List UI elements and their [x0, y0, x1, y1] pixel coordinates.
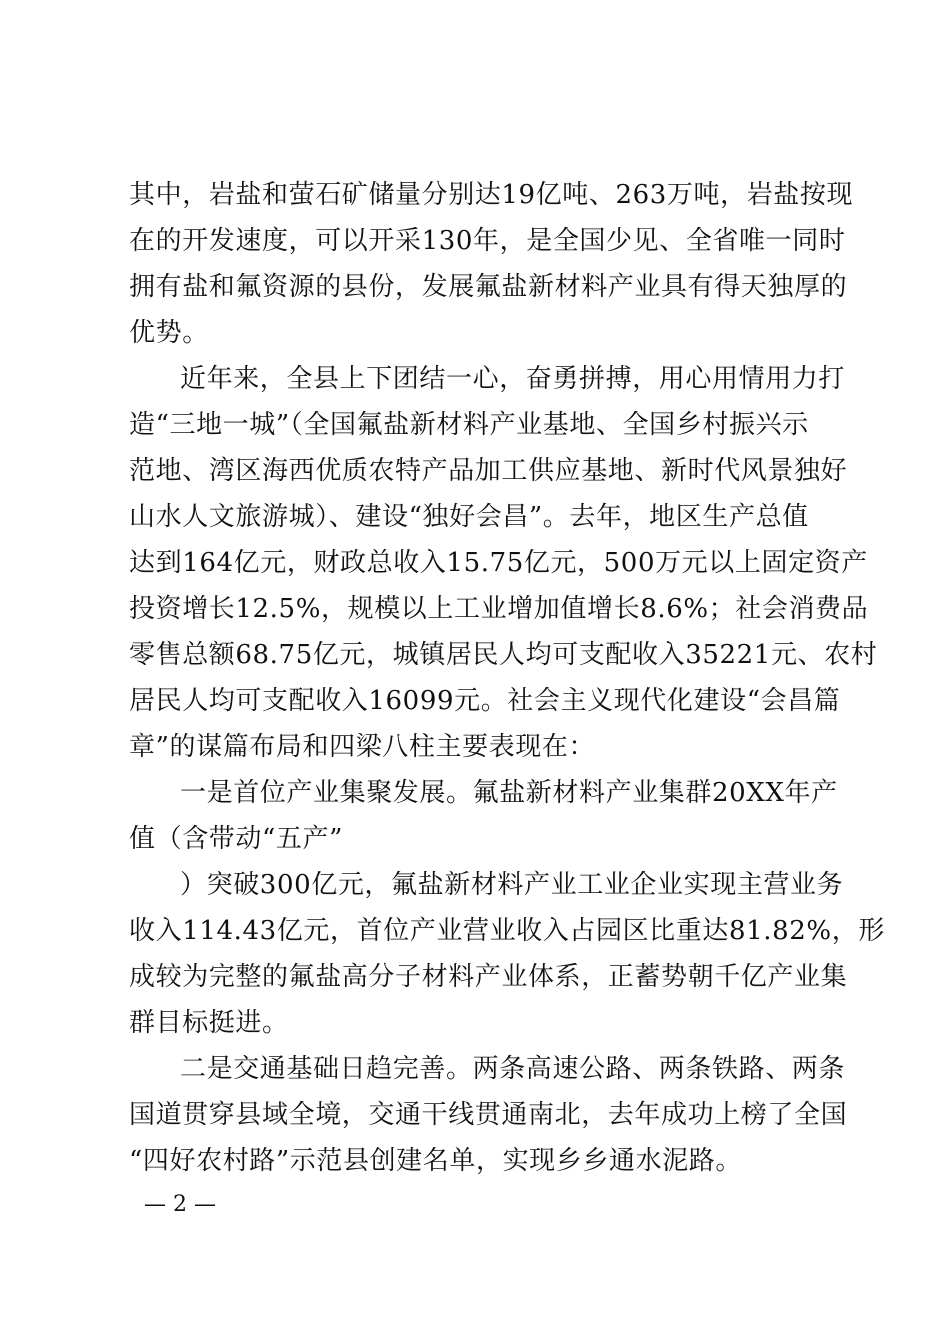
- body-text-line: 章”的谋篇布局和四梁八柱主要表现在：: [129, 732, 596, 762]
- body-text-line: 优势。: [129, 318, 209, 348]
- body-text-line: 成较为完整的氟盐高分子材料产业体系，正蓄势朝千亿产业集: [129, 962, 848, 992]
- body-text-line: 投资增长12.5%，规模以上工业增加值增长8.6%；社会消费品: [129, 594, 869, 624]
- body-text-line: 造“三地一城”（全国氟盐新材料产业基地、全国乡村振兴示: [129, 410, 809, 440]
- body-text-line: 在的开发速度，可以开采130年，是全国少见、全省唯一同时: [129, 226, 846, 256]
- body-text-line: 达到164亿元，财政总收入15.75亿元，500万元以上固定资产: [129, 548, 868, 578]
- page-number: — 2 —: [144, 1192, 216, 1217]
- body-text-line: 近年来，全县上下团结一心，奋勇拼搏，用心用情用力打: [180, 364, 846, 394]
- body-text-line: 居民人均可支配收入16099元。社会主义现代化建设“会昌篇: [129, 686, 841, 716]
- body-text-line: 群目标挺进。: [129, 1008, 289, 1038]
- body-text-line: 零售总额68.75亿元，城镇居民人均可支配收入35221元、农村: [129, 640, 878, 670]
- body-text-line: 二是交通基础日趋完善。两条高速公路、两条铁路、两条: [180, 1054, 846, 1084]
- body-text-line: “四好农村路”示范县创建名单，实现乡乡通水泥路。: [129, 1146, 742, 1176]
- body-text-line: 收入114.43亿元，首位产业营业收入占园区比重达81.82%，形: [129, 916, 885, 946]
- body-text-line: 值（含带动“五产”: [129, 824, 343, 854]
- body-text-line: 国道贯穿县域全境，交通干线贯通南北，去年成功上榜了全国: [129, 1100, 848, 1130]
- body-text-line: 范地、湾区海西优质农特产品加工供应基地、新时代风景独好: [129, 456, 848, 486]
- body-text-line: 其中，岩盐和萤石矿储量分别达19亿吨、263万吨，岩盐按现: [129, 180, 854, 210]
- body-text-line: 一是首位产业集聚发展。氟盐新材料产业集群20XX年产: [180, 778, 838, 808]
- body-text-line: 拥有盐和氟资源的县份，发展氟盐新材料产业具有得天独厚的: [129, 272, 848, 302]
- body-text-line: 山水人文旅游城）、建设“独好会昌”。去年，地区生产总值: [129, 502, 809, 532]
- body-text-line: ）突破300亿元，氟盐新材料产业工业企业实现主营业务: [180, 870, 844, 900]
